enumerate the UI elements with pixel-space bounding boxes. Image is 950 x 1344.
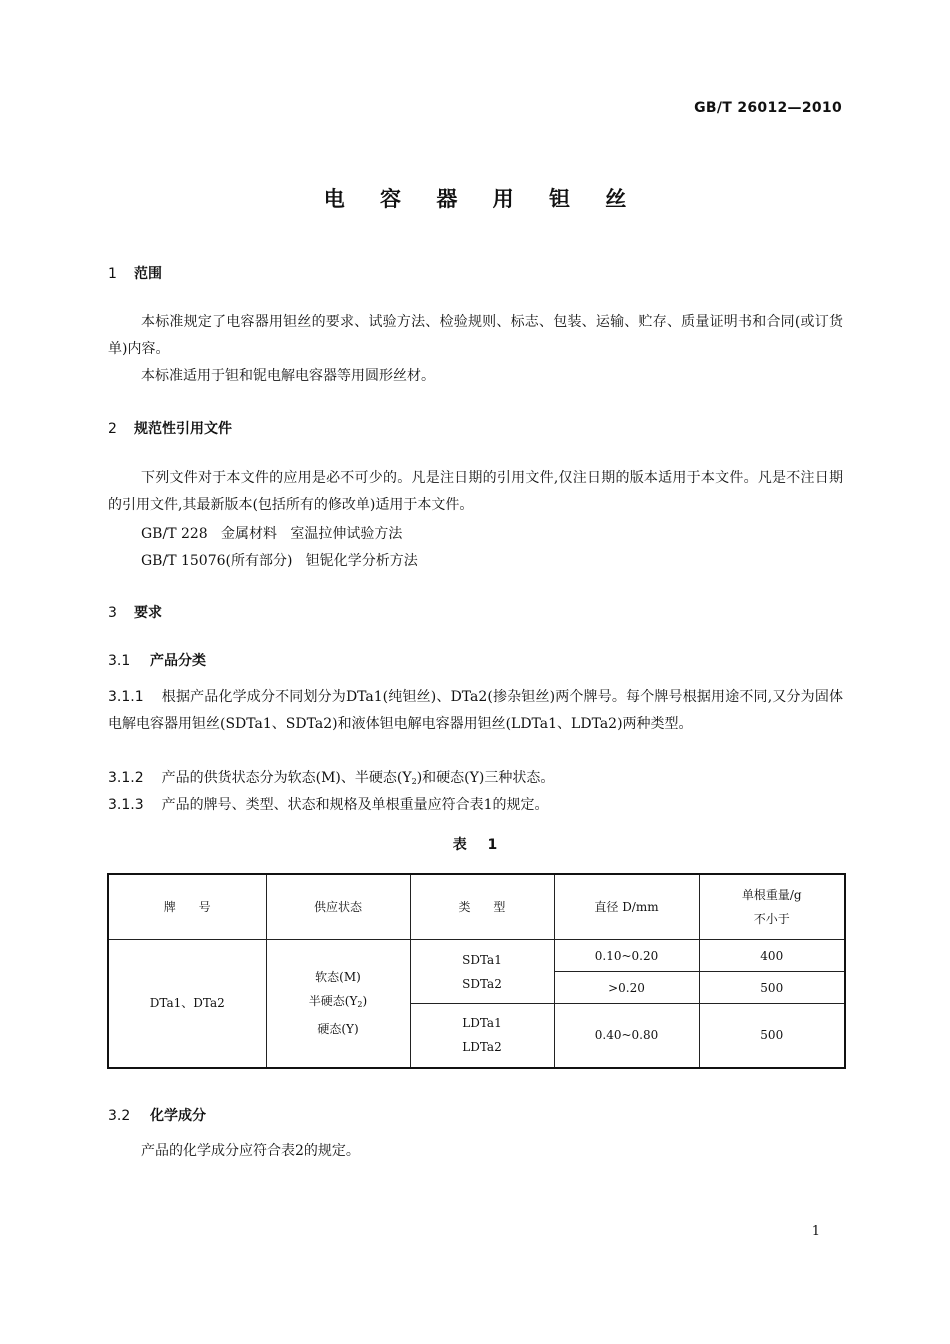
- section-number: 1: [108, 266, 117, 282]
- clause-3-1-2: [108, 765, 843, 795]
- scope-paragraph-2: 本标准适用于钽和铌电解电容器等用圆形丝材。: [141, 368, 435, 384]
- section-2-heading: [108, 418, 232, 438]
- header-type: 类 型: [410, 874, 554, 940]
- header-weight-line-2: 不小于: [753, 912, 790, 926]
- table-header-row: [108, 874, 845, 940]
- scope-paragraph-1: 本标准规定了电容器用钽丝的要求、试验方法、检验规则、标志、包装、运输、贮存、质量证明书和合同(或订货单)内容。: [108, 314, 843, 357]
- type-sdta2: SDTa2: [462, 976, 502, 991]
- cell-diameter: 0.10~0.20: [554, 940, 699, 972]
- table-row: [108, 940, 845, 972]
- state-hard: 硬态(Y): [317, 1022, 359, 1037]
- section-number: 3: [108, 605, 117, 621]
- references-paragraph: 下列文件对于本文件的应用是必不可少的。凡是注日期的引用文件,仅注日期的版本适用于本文件。凡是不注日期的引用文件,其最新版本(包括所有的修改单)适用于本文件。: [108, 470, 843, 513]
- section-number: 2: [108, 421, 117, 437]
- section-1-heading: [108, 263, 162, 283]
- chemical-composition-paragraph: 产品的化学成分应符合表2的规定。: [141, 1143, 360, 1159]
- section-number: 3.2: [108, 1108, 131, 1124]
- clause-number: 3.1.3: [108, 797, 144, 813]
- clause-number: 3.1.2: [108, 770, 144, 786]
- header-state: 供应状态: [266, 874, 410, 940]
- reference-gbt-228: GB/T 228 金属材料 室温拉伸试验方法: [141, 526, 403, 542]
- section-title: 规范性引用文件: [134, 421, 232, 437]
- table-1-title: 表 1: [452, 837, 506, 853]
- cell-diameter: >0.20: [554, 972, 699, 1004]
- section-title: 化学成分: [150, 1108, 206, 1124]
- type-ldta1: LDTa1: [462, 1016, 502, 1031]
- clause-text: 产品的牌号、类型、状态和规格及单根重量应符合表1的规定。: [161, 797, 549, 813]
- cell-weight: 500: [699, 1004, 845, 1068]
- section-title: 产品分类: [150, 653, 206, 669]
- section-3-heading: [108, 602, 162, 622]
- header-diameter: 直径 D/mm: [554, 874, 699, 940]
- cell-weight: 400: [699, 940, 845, 972]
- header-weight: [699, 874, 845, 940]
- cell-diameter: 0.40~0.80: [554, 1004, 699, 1068]
- section-title: 范围: [134, 266, 162, 282]
- state-half-hard: 半硬态(Y2): [308, 994, 368, 1010]
- cell-types-sdta: [410, 940, 554, 1004]
- page-number: 1: [811, 1224, 820, 1239]
- clause-3-1-3: [108, 792, 843, 819]
- type-sdta1: SDTa1: [462, 952, 502, 967]
- table-1: [107, 873, 846, 1069]
- state-soft: 软态(M): [315, 970, 361, 985]
- type-ldta2: LDTa2: [462, 1040, 502, 1055]
- section-3-2-heading: [108, 1105, 206, 1125]
- clause-text-b: )和硬态(Y)三种状态。: [416, 770, 555, 786]
- clause-text: 根据产品化学成分不同划分为DTa1(纯钽丝)、DTa2(掺杂钽丝)两个牌号。每个牌号根据用途不同,又分为固体电解电容器用钽丝(SDTa1、SDTa2)和液体钽电解电容器用钽丝(LDTa1、LDTa2)两种类型。: [108, 689, 843, 732]
- cell-types-ldta: [410, 1004, 554, 1068]
- standard-code: GB/T 26012—2010: [694, 100, 842, 116]
- header-weight-line-1: 单根重量/g: [741, 888, 802, 902]
- section-3-1-heading: [108, 650, 206, 670]
- header-grade: 牌 号: [108, 874, 266, 940]
- subscript: 2: [411, 777, 417, 786]
- document-title: 电 容 器 用 钽 丝: [323, 187, 641, 211]
- reference-gbt-15076: GB/T 15076(所有部分) 钽铌化学分析方法: [141, 553, 418, 569]
- section-number: 3.1: [108, 653, 131, 669]
- section-title: 要求: [134, 605, 162, 621]
- clause-number: 3.1.1: [108, 689, 144, 705]
- cell-grade: DTa1、DTa2: [108, 940, 266, 1068]
- clause-text-a: 产品的供货状态分为软态(M)、半硬态(Y: [161, 770, 412, 786]
- cell-weight: 500: [699, 972, 845, 1004]
- cell-states: [266, 940, 410, 1068]
- clause-3-1-1: [108, 684, 843, 738]
